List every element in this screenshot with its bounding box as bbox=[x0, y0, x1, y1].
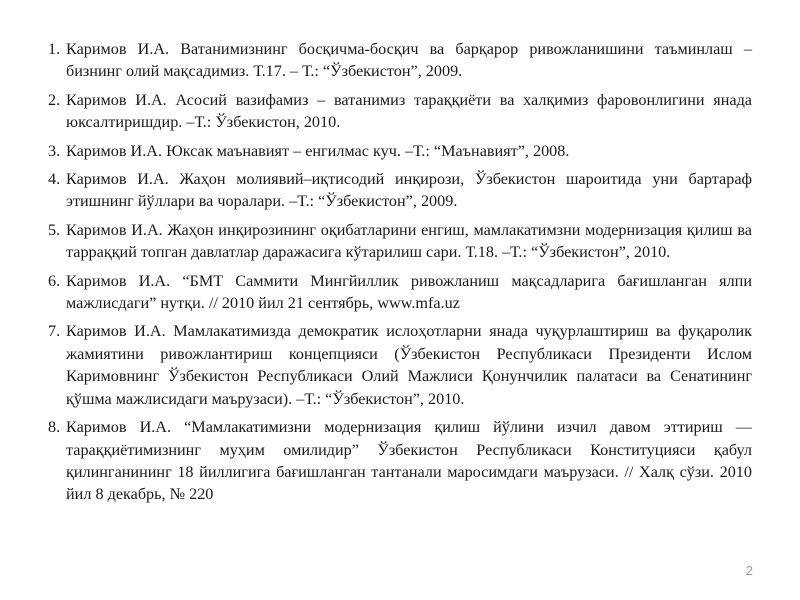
item-number: 7. bbox=[48, 322, 61, 341]
item-text: Каримов И.А. Асосий вазифамиз – ватанимиз тараққиёти ва халқимиз фаровонлигини янада юксалтиришдир. –Т.: Ўзбекистон, 2010. bbox=[66, 90, 752, 132]
list-item bbox=[40, 89, 752, 134]
item-number: 4. bbox=[48, 170, 61, 189]
item-number: 5. bbox=[48, 220, 61, 239]
item-number: 6. bbox=[48, 271, 61, 290]
item-text: Каримов И.А. Юксак маънавият – енгилмас куч. –Т.: “Маънавият”, 2008. bbox=[66, 141, 570, 160]
list-item bbox=[40, 416, 752, 506]
item-number: 2. bbox=[48, 90, 61, 109]
item-text: Каримов И.А. “Мамлакатимизни модернизация қилиш йўлини изчил давом эттириш — тараққиётимизнинг муҳим омилидир” Ўзбекистон Республикаси Конституцияси қабул қилинганининг 18 йиллигига бағишланган тантанали маросимдаги маърузаси. // Халқ сўзи. 2010 йил 8 декабрь, № 220 bbox=[66, 418, 752, 504]
list-item bbox=[40, 38, 752, 83]
list-item bbox=[40, 140, 752, 162]
item-text: Каримов И.А. “БМТ Саммити Мингйиллик ривожланиш мақсадларига бағишланган ялпи мажлисдаги” нутқи. // 2010 йил 21 сентябрь, www.mfa.uz bbox=[66, 271, 752, 313]
item-text: Каримов И.А. Жаҳон инқирозининг оқибатларини енгиш, мамлакатимзни модернизация қилиш ва тарраққий топган давлатлар даражасига кўтарилиш сари. Т.18. –Т.: “Ўзбекистон”, 2010. bbox=[66, 220, 752, 262]
page-number: 2 bbox=[745, 563, 753, 578]
reference-list bbox=[40, 38, 752, 512]
item-number: 1. bbox=[48, 40, 61, 58]
list-item bbox=[40, 270, 752, 315]
item-number: 3. bbox=[48, 141, 61, 160]
item-text: Каримов И.А. Мамлакатимизда демократик ислоҳотларни янада чуқурлаштириш ва фуқаролик жамиятини ривожлантириш концепцияси (Ўзбекистон Республикаси Президенти Ислом Каримовнинг Ўзбекистон Республикаси Олий Мажлиси Қонунчилик палатаси ва Сенатининг қўшма мажлисидаги маърузаси). –Т.: “Ўзбекистон”, 2010. bbox=[66, 322, 752, 408]
list-item bbox=[40, 168, 752, 213]
list-item bbox=[40, 219, 752, 264]
item-number: 8. bbox=[48, 418, 61, 437]
item-text: Каримов И.А. Ватанимизнинг босқичма-босқич ва барқарор ривожланишини таъминлаш – бизнинг олий мақсадимиз. Т.17. – Т.: “Ўзбекистон”, 2009. bbox=[66, 40, 752, 81]
list-item bbox=[40, 320, 752, 410]
item-text: Каримов И.А. Жаҳон молиявий–иқтисодий инқирози, Ўзбекистон шароитида уни бартараф этишнинг йўллари ва чоралари. –Т.: “Ўзбекистон”, 2009. bbox=[66, 170, 752, 211]
